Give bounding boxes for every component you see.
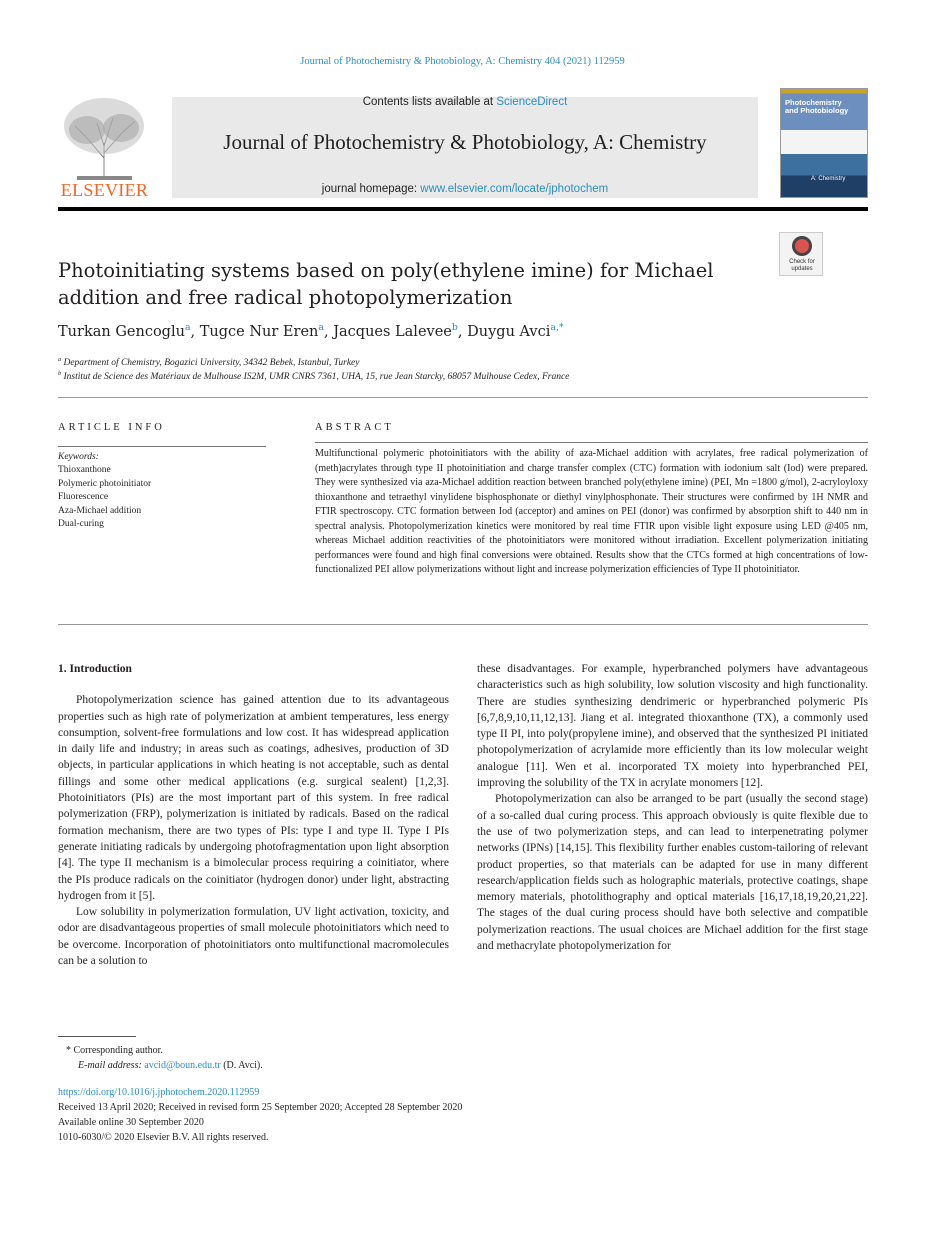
author-name: Jacques Lalevee <box>333 324 452 340</box>
cover-title: Photochemistry and Photobiology <box>785 98 849 115</box>
keyword: Aza-Michael addition <box>58 505 142 516</box>
publisher-wordmark: ELSEVIER <box>60 180 149 200</box>
author-name: Turkan Gencoglu <box>58 324 185 340</box>
doi-link[interactable]: https://doi.org/10.1016/j.jphotochem.2020.112959 <box>58 1087 260 1098</box>
email-link[interactable]: avcid@boun.edu.tr <box>144 1060 221 1071</box>
homepage-link[interactable]: www.elsevier.com/locate/jphotochem <box>420 183 609 195</box>
crossmark-icon <box>792 236 812 256</box>
paragraph: Photopolymerization science has gained attention due to its advantageous properties such as high rate of polymerization at ambient temperatures, less energy consumption, solvent-free formulations and low cost. It has widespread application in daily life and industry; in areas such as coatings, adhesives, production of 3D objects, in particular applications in which heating is not acceptable, such as dental fillings and some other medical applications (e.g. surgical sealent) [1,2,3]. Photoinitiators (PIs) are the most important part of this system. In free radical polymerization (FRP), polymerization is initiated by radicals. Based on the radical formation mechanism, there are two types of PIs: type I and type II. Type I PIs generate initiating radicals by undergoing photofragmentation upon light absorption [4]. The type II mechanism is a bimolecular process requiring a coinitiator, where the PIs produce radicals on the coinitiator (hydrogen donor) under light, abstracting hydrogen from it [5]. <box>58 694 449 902</box>
contents-line <box>172 96 758 108</box>
contents-prefix: Contents lists available at <box>362 96 497 108</box>
keyword: Fluorescence <box>58 492 109 503</box>
divider <box>58 446 266 447</box>
abstract-text: Multifunctional polymeric photoinitiators with the ability of aza-Michael addition with acrylates, free radical polymerization of (meth)acrylates through type II photoinitiation and charge transfer complex (CTC) formation with iodonium salt (Iod) were prepared. They were synthesized via aza-Michael addition reaction between branched poly(ethylene imine) (PEI, Mn =1800 g/mol), 2-acryloyloxy thioxanthone and tetraethyl vinylidene bisphosphonate or diethyl vinylphosphonate. Their structures were confirmed by 1H NMR and FTIR spectroscopy. CTC formation between Iod (acceptor) and amines on PEI (donor) was confirmed by absorption shift to 440 nm in spectral analysis. Photopolymerization kinetics were monitored by real time FTIR upon visible light exposure using LED @405 nm, whereas Michael addition reactivities of the photoinitiators were monitored without irradiation. Excellent polymerization initiating performances were found and high final conversions were obtained. Results show that the CTCs formed at high concentrations of low-functionalized PEI allow polymerizations without light and increase polymerization efficiencies of Type II photoinitiator. <box>315 448 868 575</box>
header-rule <box>58 207 868 211</box>
copyright-line: 1010-6030/© 2020 Elsevier B.V. All rights reserved. <box>58 1132 269 1143</box>
homepage-prefix: journal homepage: <box>321 183 421 195</box>
received-dates: Received 13 April 2020; Received in revised form 25 September 2020; Accepted 28 September 2020 <box>58 1102 463 1113</box>
check-for-updates-badge[interactable] <box>779 232 823 276</box>
keywords-block <box>58 451 268 531</box>
keyword: Thioxanthone <box>58 465 111 476</box>
body-column-right <box>477 661 868 954</box>
section-title: 1. Introduction <box>58 663 132 675</box>
sciencedirect-link[interactable]: ScienceDirect <box>496 96 568 108</box>
keyword: Dual-curing <box>58 519 104 530</box>
article-title: Photoinitiating systems based on poly(ethylene imine) for Michael addition and free radical photopolymerization <box>58 259 714 309</box>
paragraph: these disadvantages. For example, hyperbranched polymers have advantageous characteristics such as high solubility, low solution viscosity and high functionality. There are studies synthesizing dendrimeric or hyperbranched polymeric PIs [6,7,8,9,10,11,12,13]. Jiang et al. integrated thioxanthone (TX), a commonly used type II PI, into poly(propylene imine), and observed that the synthesized PI initiated photopolymerization of acrylamide more efficiently than its low molecular weight analogue [11]. Wen et al. incorporated TX moiety into hyperbranched PEI, improving the solubility of the TX in acrylate monomers [12]. <box>477 663 868 790</box>
keywords-label: Keywords: <box>58 452 99 462</box>
divider <box>315 442 868 443</box>
article-info-heading: ARTICLE INFO <box>58 422 165 433</box>
available-online: Available online 30 September 2020 <box>58 1117 204 1128</box>
footnote-rule <box>58 1036 136 1037</box>
affiliation-b: $^b$ Institut de Science des Matériaux de Mulhouse IS2M, UMR CNRS 7361, UHA, 15, rue Jean Starcky, 68057 Mulhouse Cedex, France <box>58 370 570 382</box>
homepage-line <box>172 183 758 195</box>
journal-title: Journal of Photochemistry & Photobiology, A: Chemistry <box>223 130 707 154</box>
divider <box>58 624 868 625</box>
author-name: Duygu Avci <box>467 324 551 340</box>
email-line: E-mail address: avcid@boun.edu.tr (D. Avci). <box>78 1060 263 1071</box>
paragraph: Photopolymerization can also be arranged to be part (usually the second stage) of a so-called dual curing process. This approach obviously is quite flexible due to the use of two polymerization steps, and can lead to interpenetrating polymer networks (IPNs) [14,15]. This flexibility further enables custom-tailoring of relevant product properties, so that materials can be adapted for use in many different research/application fields such as holographic materials, protective coatings, shape memory materials, photolithography and optical materials [16,17,18,19,20,21,22]. The stages of the dual curing process should have both selective and compatible polymerization reactions. The usual choices are Michael addition for the first stage and methacrylate photopolymerization for <box>477 793 868 953</box>
journal-cover-thumbnail[interactable] <box>780 88 868 198</box>
abstract-heading: ABSTRACT <box>315 422 394 433</box>
author-list: Turkan Gencoglu$^a$, Tugce Nur Eren$^a$, Jacques Lalevee$^b$, Duygu Avci$^{a,*}$ <box>58 322 564 340</box>
affiliation-a: $^a$ Department of Chemistry, Bogazici University, 34342 Bebek, Istanbul, Turkey <box>58 356 360 368</box>
divider <box>58 397 868 398</box>
cover-subtitle: A: Chemistry <box>811 176 846 182</box>
author-name: Tugce Nur Eren <box>199 324 319 340</box>
crossmark-label: Check for updates <box>789 259 815 272</box>
paragraph: Low solubility in polymerization formulation, UV light activation, toxicity, and odor are disadvantageous properties of small molecule photoinitiators which need to be overcome. Incorporation of photoinitiators onto multifunctional macromolecules can be a solution to <box>58 906 449 968</box>
keyword: Polymeric photoinitiator <box>58 478 152 489</box>
corresponding-author-note: * Corresponding author. <box>66 1045 163 1056</box>
body-column-left <box>58 661 449 969</box>
running-head[interactable]: Journal of Photochemistry & Photobiology, A: Chemistry 404 (2021) 112959 <box>300 56 625 67</box>
